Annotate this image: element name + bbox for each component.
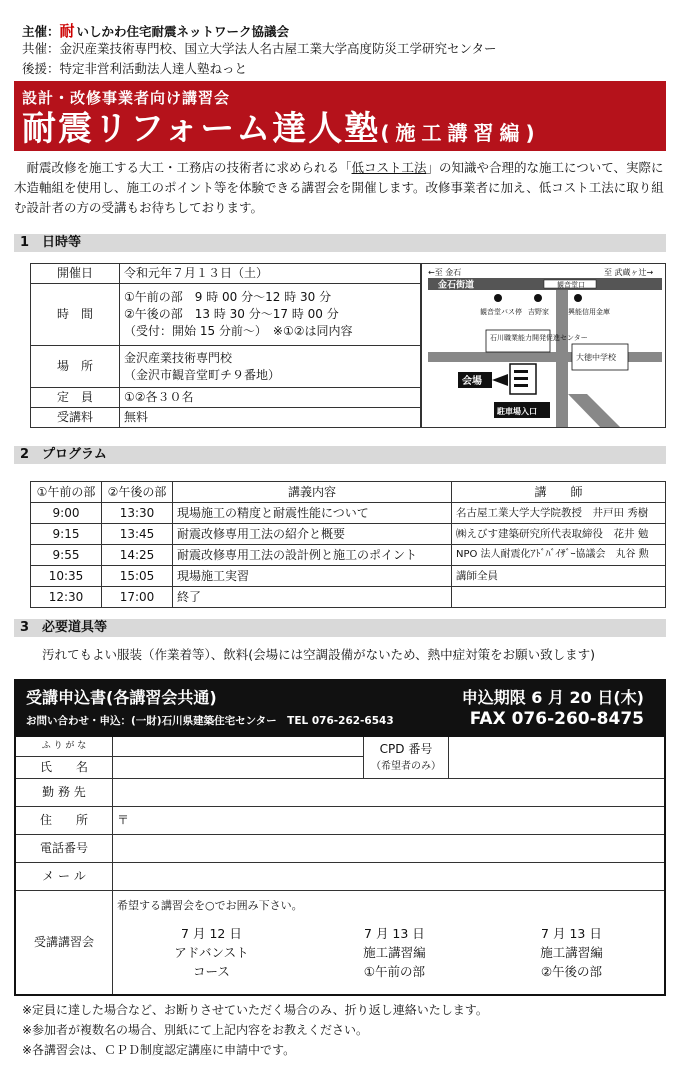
section-title-tools: 3 必要道具等 xyxy=(14,619,666,637)
vertical-road xyxy=(556,290,568,428)
table-row xyxy=(31,524,666,545)
lecturer xyxy=(452,587,666,608)
course-option-advanced[interactable] xyxy=(174,924,248,981)
phone-label: 電話番号 xyxy=(15,835,113,863)
tools-text: 汚れてもよい服装（作業着等）、飲料(会場には空調設備がないため、熱中症対策をお願い致します) xyxy=(42,647,596,662)
cosponsor-line: 共催：金沢産業技術専門校、国立大学法人名古屋工業大学高度防災工学研究センター xyxy=(22,41,497,56)
venue-arrow-icon xyxy=(492,374,508,386)
course-option-morning[interactable] xyxy=(363,924,426,981)
afternoon-time: 13:30 xyxy=(102,503,173,524)
program-header: 講 師 xyxy=(452,482,666,503)
lecture-topic: 耐震改修専用工法の設計例と施工のポイント xyxy=(173,545,452,566)
cpd-label: CPD 番号 xyxy=(379,741,433,756)
course-session: ②午後の部 xyxy=(540,964,603,979)
address-label: 住 所 xyxy=(15,807,113,835)
lecturer: 講師全員 xyxy=(452,566,666,587)
map-to-right: 至 武蔵ヶ辻→ xyxy=(604,268,654,277)
name-field[interactable] xyxy=(113,757,364,779)
stop3-label: 興能信用金庫 xyxy=(568,308,610,316)
section-title-schedule: 1 日時等 xyxy=(14,234,666,252)
work-label: 勤 務 先 xyxy=(15,779,113,807)
table-row xyxy=(31,545,666,566)
application-form xyxy=(14,735,666,996)
time-label: 時 間 xyxy=(31,284,120,346)
furigana-field[interactable] xyxy=(113,736,364,757)
morning-time: 12:30 xyxy=(31,587,102,608)
course-date: 7 月 13 日 xyxy=(541,926,602,941)
program-header: 講義内容 xyxy=(173,482,452,503)
venue-building-line xyxy=(514,377,528,380)
title-banner xyxy=(14,81,666,151)
lecture-topic: 終了 xyxy=(173,587,452,608)
venue-label: 会場 xyxy=(462,376,482,387)
banner-title: 耐震リフォーム達人塾(施工講習編) xyxy=(22,109,541,149)
morning-time: 9:00 xyxy=(31,503,102,524)
capacity-label: 定 員 xyxy=(31,388,120,408)
banner-edition: (施工講習編) xyxy=(380,121,541,145)
yoshinoya-marker xyxy=(534,294,542,302)
banner-subtitle: 設計・改修事業者向け講習会 xyxy=(22,89,231,107)
mail-label: メ ー ル xyxy=(15,863,113,891)
intersection-label: 観音堂口 xyxy=(557,281,585,289)
lecturer: NPO 法人耐震化ｱﾄﾞﾊﾞｲｻﾞｰ協議会 丸谷 勲 xyxy=(452,545,666,566)
map-graphic xyxy=(422,264,666,428)
table-row xyxy=(31,566,666,587)
time-value: ①午前の部 9 時 00 分～12 時 30 分 ②午後の部 13 時 30 分～17 時 00 分 （受付：開始 15 分前～） ※①②は同内容 xyxy=(120,284,421,346)
table-row xyxy=(31,587,666,608)
facility-label: 石川職業能力開発促進センター xyxy=(490,334,588,342)
place-label: 場 所 xyxy=(31,346,120,388)
support-line: 後援：特定非営利活動法人達人塾ねっと xyxy=(22,61,248,76)
bus-stop-marker xyxy=(494,294,502,302)
road-label: 金石街道 xyxy=(438,280,475,291)
school-label: 大徳中学校 xyxy=(576,353,616,362)
schedule-table xyxy=(30,263,421,428)
lecturer: ㈱えびす建築研究所代表取締役 花井 勉 xyxy=(452,524,666,545)
name-label: 氏 名 xyxy=(15,757,113,779)
section-title-program: 2 プログラム xyxy=(14,446,666,464)
place-value: 金沢産業技術専門校 （金沢市観音堂町チ９番地） xyxy=(120,346,421,388)
cpd-field[interactable] xyxy=(449,736,666,779)
venue-building-line xyxy=(514,384,528,387)
course-instruction: 希望する講習会を○でお囲み下さい。 xyxy=(117,899,303,912)
stop1-label: 観音堂バス停 xyxy=(480,308,522,316)
bank-marker xyxy=(574,294,582,302)
course-name: 施工講習編 xyxy=(540,945,603,960)
course-selection xyxy=(113,891,666,995)
note-line: ※定員に達した場合など、お断りさせていただく場合のみ、折り返し連絡いたします。 xyxy=(22,1003,488,1017)
course-option-afternoon[interactable] xyxy=(540,924,603,981)
mail-field[interactable] xyxy=(113,863,666,891)
diagonal-road xyxy=(568,394,622,428)
work-field[interactable] xyxy=(113,779,666,807)
program-header: ②午後の部 xyxy=(102,482,173,503)
morning-time: 9:15 xyxy=(31,524,102,545)
venue-map xyxy=(421,263,666,428)
capacity-value: ①②各３０名 xyxy=(120,388,421,408)
afternoon-time: 13:45 xyxy=(102,524,173,545)
application-header xyxy=(14,679,666,735)
course-label: 受講講習会 xyxy=(15,891,113,995)
course-date: 7 月 12 日 xyxy=(181,926,242,941)
course-session: コース xyxy=(193,964,230,979)
fee-label: 受講料 xyxy=(31,408,120,428)
note-line: ※各講習会は、ＣＰＤ制度認定講座に申請中です。 xyxy=(22,1043,296,1057)
address-field[interactable] xyxy=(113,807,666,835)
postal-mark: 〒 xyxy=(117,813,130,827)
cpd-label-cell xyxy=(364,736,449,779)
map-to-left: ←至 金石 xyxy=(428,268,462,277)
application-fax: FAX 076-260-8475 xyxy=(469,709,644,729)
cpd-note: （希望者のみ） xyxy=(371,760,441,772)
afternoon-time: 17:00 xyxy=(102,587,173,608)
application-title: 受講申込書(各講習会共通) xyxy=(26,688,217,707)
program-header: ①午前の部 xyxy=(31,482,102,503)
lecture-topic: 現場施工の精度と耐震性能について xyxy=(173,503,452,524)
phone-field[interactable] xyxy=(113,835,666,863)
afternoon-time: 14:25 xyxy=(102,545,173,566)
morning-time: 9:55 xyxy=(31,545,102,566)
venue-building-line xyxy=(514,370,528,373)
course-name: アドバンスト xyxy=(174,945,249,960)
furigana-label: ふ り が な xyxy=(15,736,113,757)
note-line: ※参加者が複数名の場合、別紙にて上記内容をお教えください。 xyxy=(22,1023,369,1037)
course-session: ①午前の部 xyxy=(363,964,426,979)
fee-value: 無料 xyxy=(120,408,421,428)
lecture-topic: 耐震改修専用工法の紹介と概要 xyxy=(173,524,452,545)
lecture-topic: 現場施工実習 xyxy=(173,566,452,587)
application-deadline: 申込期限 6 月 20 日(木) xyxy=(461,688,644,707)
course-name: 施工講習編 xyxy=(363,945,426,960)
parking-label: 駐車場入口 xyxy=(497,407,537,416)
application-contact: お問い合わせ・申込：(一財)石川県建築住宅センター TEL 076-262-6543 xyxy=(26,715,394,727)
stop2-label: 吉野家 xyxy=(528,308,549,316)
morning-time: 10:35 xyxy=(31,566,102,587)
lecturer: 名古屋工業大学大学院教授 井戸田 秀樹 xyxy=(452,503,666,524)
date-value: 令和元年７月１３日（土） xyxy=(120,264,421,284)
afternoon-time: 15:05 xyxy=(102,566,173,587)
organizer-logo-icon: 耐 xyxy=(59,22,75,40)
table-row xyxy=(31,503,666,524)
date-label: 開催日 xyxy=(31,264,120,284)
program-table xyxy=(30,481,666,608)
intro-text: 耐震改修を施工する大工・工務店の技術者に求められる「低コスト工法」の知識や合理的な施工について、実際に木造軸組を使用し、施工のポイント等を体験できる講習会を開催します。改修事業者に加え、低コスト工法に取り組む設計者の方の受講もお待ちしております。 xyxy=(14,160,664,215)
course-date: 7 月 13 日 xyxy=(364,926,425,941)
organizer-line: 主催：耐 いしかわ住宅耐震ネットワーク協議会 xyxy=(22,22,290,40)
